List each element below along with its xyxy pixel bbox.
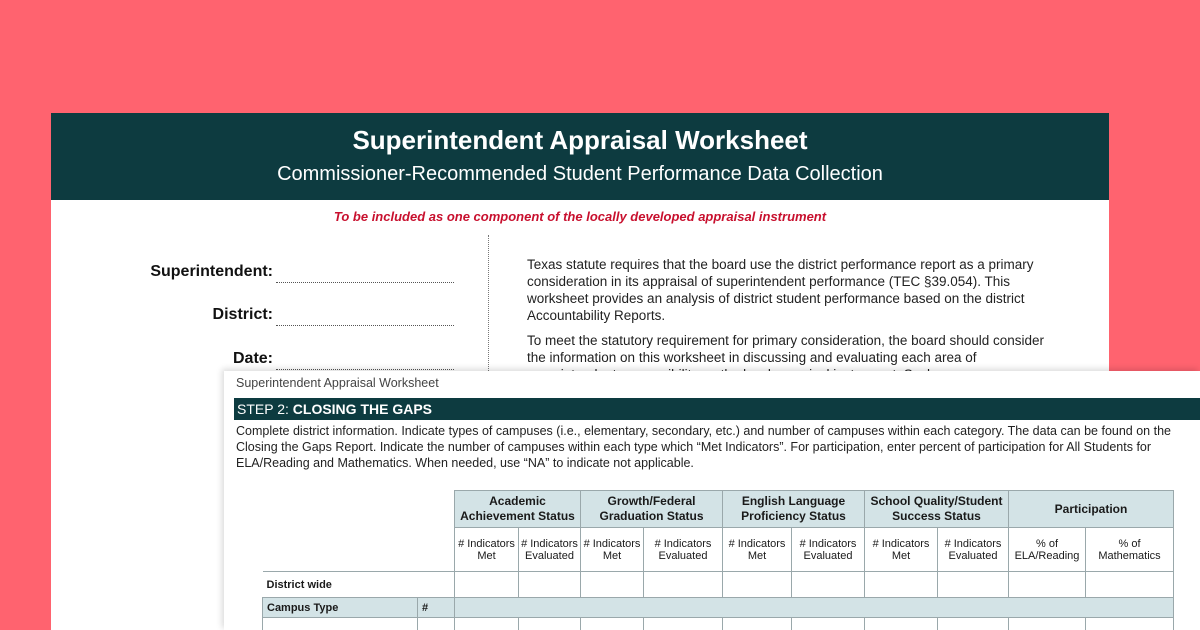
group-header-academic: Academic Achievement Status (455, 491, 581, 528)
superintendent-label: Superintendent: (150, 263, 273, 280)
step2-page (224, 371, 1200, 630)
row-label-campus-type: Campus Type (263, 598, 418, 618)
input-cell[interactable] (938, 572, 1009, 598)
date-line[interactable] (276, 369, 454, 370)
date-field[interactable] (51, 340, 461, 370)
subheader: % of ELA/Reading (1009, 528, 1086, 572)
subheader: # Indicators Evaluated (792, 528, 865, 572)
row-label-district: District wide (263, 572, 455, 598)
date-label: Date: (232, 350, 273, 367)
input-cell[interactable] (519, 572, 581, 598)
subheader: # Indicators Evaluated (938, 528, 1009, 572)
step-label: STEP 2: (237, 401, 289, 417)
input-cell[interactable] (418, 618, 455, 630)
step-bar (234, 398, 1200, 420)
district-field[interactable] (51, 296, 461, 326)
subheader: # Indicators Met (865, 528, 938, 572)
input-cell[interactable] (1086, 618, 1174, 630)
statute-paragraph-1: Texas statute requires that the board use the district performance report as a primary consideration in its appraisal of superintendent performance (TEC §39.054). This worksheet provides an analysis of district student performance based on the district Accountability Reports. (527, 257, 1034, 323)
table-corner (263, 491, 455, 572)
input-cell[interactable] (792, 572, 865, 598)
cover-header (51, 113, 1109, 200)
input-cell[interactable] (792, 618, 865, 630)
campus-row-fill (455, 598, 1174, 618)
subheader: % of Mathematics (1086, 528, 1174, 572)
running-header: Superintendent Appraisal Worksheet (236, 376, 439, 390)
input-cell[interactable] (644, 618, 723, 630)
input-cell[interactable] (723, 618, 792, 630)
input-cell[interactable] (644, 572, 723, 598)
group-header-school-quality: School Quality/Student Success Status (865, 491, 1009, 528)
input-cell[interactable] (455, 572, 519, 598)
step-title: CLOSING THE GAPS (292, 401, 433, 417)
district-line[interactable] (276, 325, 454, 326)
input-cell[interactable] (1009, 572, 1086, 598)
statute-paragraph-2: To meet the statutory requirement for primary consideration, the board should consider the information on this worksheet in discussing and evaluating each area of (527, 333, 1045, 365)
closing-gaps-table (262, 490, 1174, 630)
row-label-campus-count: # (418, 598, 455, 618)
group-header-elp: English Language Proficiency Status (723, 491, 865, 528)
superintendent-line[interactable] (276, 282, 454, 283)
subheader: # Indicators Evaluated (644, 528, 723, 572)
district-label: District: (212, 306, 273, 323)
subheader: # Indicators Evaluated (519, 528, 581, 572)
input-cell[interactable] (723, 572, 792, 598)
table-row (263, 572, 1174, 598)
table-row (263, 598, 1174, 618)
cover-title: Superintendent Appraisal Worksheet (352, 125, 808, 155)
group-header-participation: Participation (1009, 491, 1174, 528)
input-cell[interactable] (865, 618, 938, 630)
group-header-growth: Growth/Federal Graduation Status (581, 491, 723, 528)
input-cell[interactable] (263, 618, 418, 630)
input-cell[interactable] (938, 618, 1009, 630)
input-cell[interactable] (865, 572, 938, 598)
input-cell[interactable] (581, 572, 644, 598)
cover-subtitle: Commissioner-Recommended Student Performance Data Collection (277, 163, 883, 185)
subheader: # Indicators Met (581, 528, 644, 572)
subheader: # Indicators Met (723, 528, 792, 572)
superintendent-field[interactable] (51, 253, 461, 283)
input-cell[interactable] (1009, 618, 1086, 630)
input-cell[interactable] (1086, 572, 1174, 598)
input-cell[interactable] (455, 618, 519, 630)
subheader: # Indicators Met (455, 528, 519, 572)
input-cell[interactable] (581, 618, 644, 630)
table-row (263, 618, 1174, 630)
component-note: To be included as one component of the locally developed appraisal instrument (333, 209, 827, 224)
instructions: Complete district information. Indicate types of campuses (i.e., elementary, secondary, etc.) and number of campuses within each category. The data can be found on the Closing the Gaps Report. Indicate the number of campuses within each type which “Met Indicators”. For participation, enter percent of participation for All Students for ELA/Reading and Mathematics. When needed, use “NA” to indicate not applicable. (236, 424, 1171, 470)
input-cell[interactable] (519, 618, 581, 630)
